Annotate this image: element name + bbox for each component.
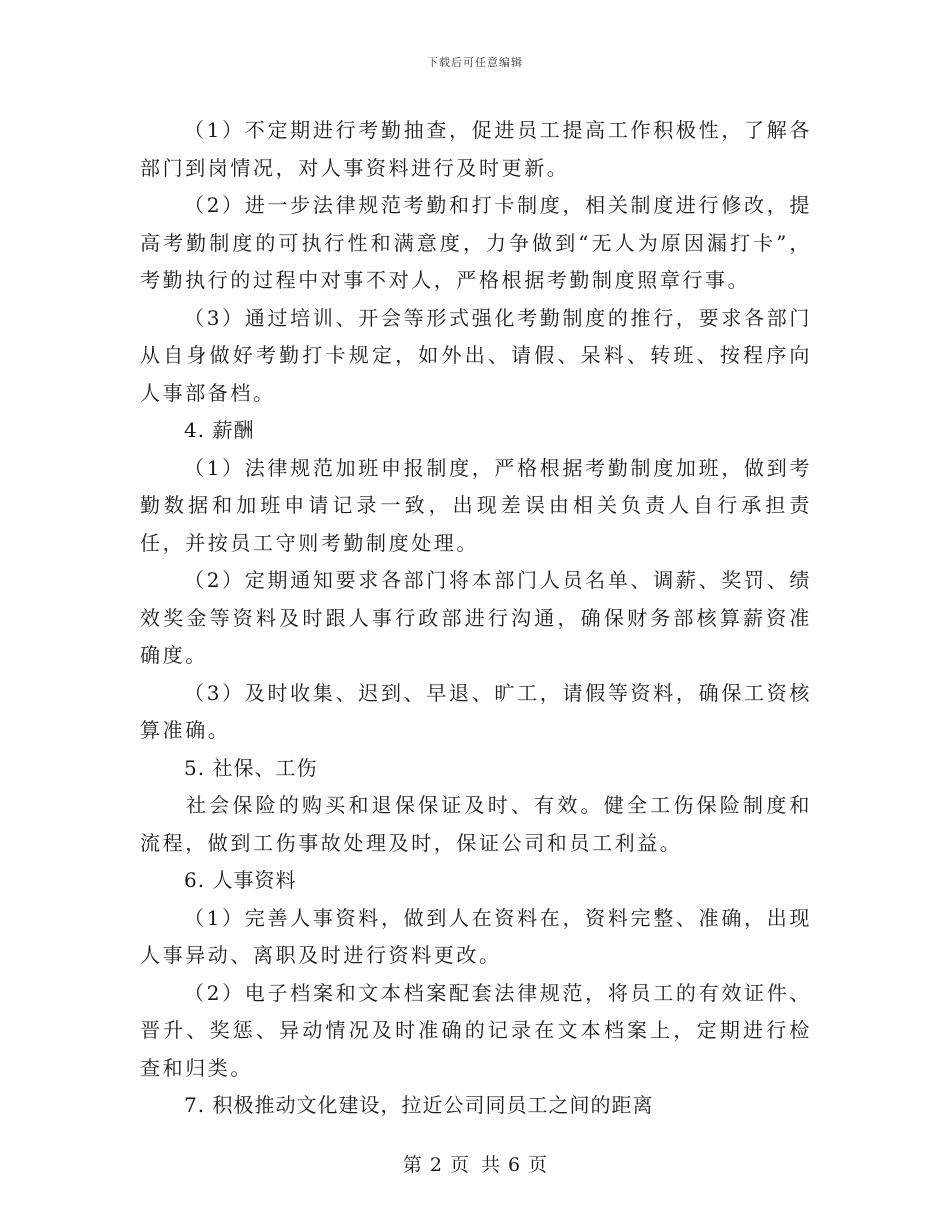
- section-heading-social-insurance: 5. 社保、工伤: [184, 755, 318, 780]
- paragraph-salary-2: （2）定期通知要求各部门将本部门人员名单、调薪、奖罚、绩效奖金等资料及时跟人事行政部进行沟通，确保财务部核算薪资准确度。: [140, 568, 812, 667]
- footer-label-end: 页: [528, 1154, 548, 1176]
- paragraph-social-insurance: 社会保险的购买和退保保证及时、有效。健全工伤保险制度和流程，做到工伤事故处理及时，保证公司和员工利益。: [140, 793, 812, 855]
- footer-current-page: 2: [429, 1154, 442, 1176]
- footer-label-page: 第: [402, 1154, 422, 1176]
- paragraph-salary-1: （1）法律规范加班申报制度，严格根据考勤制度加班，做到考勤数据和加班申请记录一致，出现差误由相关负责人自行承担责任，并按员工守则考勤制度处理。: [140, 455, 812, 555]
- paragraph-attendance-2: （2）进一步法律规范考勤和打卡制度，相关制度进行修改，提高考勤制度的可执行性和满意度，力争做到“无人为原因漏打卡”，考勤执行的过程中对事不对人，严格根据考勤制度照章行事。: [140, 193, 812, 292]
- page-footer: [0, 1150, 950, 1177]
- paragraph-attendance-1: （1）不定期进行考勤抽查，促进员工提高工作积极性，了解各部门到岗情况，对人事资料进行及时更新。: [140, 118, 812, 180]
- paragraph-records-1: （1）完善人事资料，做到人在资料在，资料完整、准确，出现人事异动、离职及时进行资料更改。: [140, 905, 812, 967]
- paragraph-salary-3: （3）及时收集、迟到、早退、旷工，请假等资料，确保工资核算准确。: [140, 680, 812, 742]
- section-heading-personnel-records: 6. 人事资料: [184, 868, 297, 892]
- footer-total-pages: 6: [508, 1154, 521, 1176]
- footer-label-of: 页 共: [449, 1154, 501, 1176]
- document-body: [140, 112, 812, 1125]
- paragraph-attendance-3: （3）通过培训、开会等形式强化考勤制度的推行，要求各部门从自身做好考勤打卡规定，如外出、请假、呆料、转班、按程序向人事部备档。: [140, 305, 812, 405]
- section-heading-salary: 4. 薪酬: [184, 418, 255, 442]
- paragraph-records-2: （2）电子档案和文本档案配套法律规范，将员工的有效证件、晋升、奖惩、异动情况及时准确的记录在文本档案上，定期进行检查和归类。: [140, 980, 812, 1080]
- header-note: 下载后可任意编辑: [427, 56, 523, 69]
- section-heading-culture: 7. 积极推动文化建设，拉近公司同员工之间的距离: [184, 1093, 654, 1117]
